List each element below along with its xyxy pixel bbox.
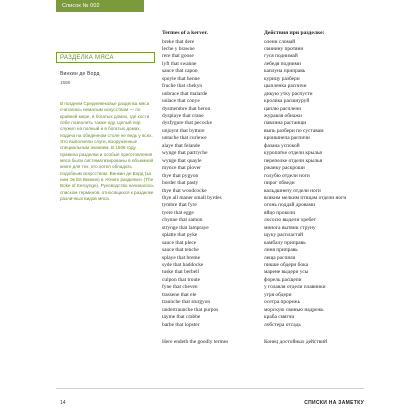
- table-row: [162, 292, 362, 299]
- table-row: [162, 277, 362, 284]
- term-russian: камбалу приправь: [264, 239, 306, 246]
- term-russian: марене выдери усы: [264, 269, 309, 276]
- term-russian: угря обдери: [264, 291, 292, 298]
- term-english: barbe that lopster: [162, 321, 200, 328]
- table-row: [162, 106, 362, 113]
- term-english: wynge that quayle: [162, 157, 202, 164]
- term-english: fyne that cheven: [162, 284, 198, 291]
- term-english: strynge that lampraye: [162, 224, 209, 231]
- term-english: sauce that capon: [162, 68, 198, 75]
- term-russian: вальдшнепу отдели ноги: [264, 187, 321, 194]
- closing-english: Here endeth the goodly termes: [162, 339, 229, 345]
- term-english: rere that goose: [162, 53, 194, 60]
- intro-text: В позднем Средневековье разделка мяса считалась немалым искусством — по крайней мере, в богатых домах, где кости себе позволить также еду. Целый пир служил на полный и в богатых домах, подача на обеденном столе не ведь у всех. Это выполняли слуги, вооруженные специальным знанием. В 1508 году правила разделки и особые приготовления мяса были систематизированы в объемной книге для тех, кто хотел обладать подобным искусством. Винкин де Ворд (за ним Эк Ев Винкин) в «Книге разделки» (The Boke of Keruynge). Руководство начиналось списком терминов, относящихся к разделке различных видов мяса.: [60, 101, 154, 202]
- term-english: sauce that plece: [162, 239, 197, 246]
- table-row: [162, 307, 362, 314]
- term-english: breke that dere: [162, 38, 195, 45]
- page-number: 14: [60, 400, 66, 406]
- term-russian: лососю выдели хребет: [264, 217, 316, 224]
- table-row: [162, 165, 362, 172]
- table-row: [162, 173, 362, 180]
- term-english: trassene that ele: [162, 291, 197, 298]
- table-row: [162, 247, 362, 254]
- term-russian: павлина растаищи: [264, 120, 307, 127]
- term-english: mynce that plover: [162, 165, 201, 172]
- running-footer-title: СПИСКИ НА ЗАМЕТКУ: [304, 400, 364, 406]
- column-header-english: Termes of a kerver.: [162, 30, 208, 36]
- term-english: unlace that conye: [162, 98, 200, 105]
- term-russian: олени сломай: [264, 38, 296, 45]
- term-english: sauce that tenche: [162, 247, 199, 254]
- term-russian: всяким мелким птицам отдели ноги: [264, 194, 347, 201]
- term-russian: лебедя подними: [264, 60, 301, 67]
- table-row: [162, 143, 362, 150]
- term-english: dysmembre that heron: [162, 105, 211, 112]
- term-russian: фазана успокой: [264, 142, 300, 149]
- table-row: [162, 128, 362, 135]
- column-header-russian: Действия при разделке:: [264, 30, 325, 36]
- term-russian: каплуна приправь: [264, 68, 306, 75]
- term-english: thye all maner small byrdes: [162, 194, 222, 201]
- term-english: syde that haddocke: [162, 262, 204, 268]
- table-row: [162, 255, 362, 262]
- table-row: [162, 61, 362, 68]
- footer-divider: [56, 388, 364, 389]
- table-row: [162, 202, 362, 209]
- table-row: [162, 232, 362, 239]
- table-row: [162, 113, 362, 120]
- table-row: [162, 195, 362, 202]
- table-row: [162, 76, 362, 83]
- article-year: 1508: [60, 80, 71, 85]
- term-russian: осетра прорежь: [264, 299, 301, 306]
- term-english: traunche that sturgyon: [162, 299, 211, 306]
- table-row: [162, 299, 362, 306]
- term-russian: яйцо проколи: [264, 209, 296, 216]
- term-russian: куропатке отдели крылья: [264, 150, 322, 157]
- table-row: [162, 53, 362, 60]
- term-english: leche y brawne: [162, 45, 195, 52]
- intro-paragraph: [60, 101, 154, 203]
- term-english: spoyle that henne: [162, 75, 200, 82]
- term-russian: голубю отдели ноги: [264, 172, 310, 179]
- term-russian: перепелке отдели крылья: [264, 157, 323, 164]
- term-russian: журавля обнажи: [264, 113, 302, 119]
- table-row: [162, 217, 362, 224]
- table-row: [162, 314, 362, 321]
- term-english: alaye that felande: [162, 142, 201, 149]
- term-english: fruche that chekyn: [162, 83, 203, 90]
- term-english: dysfygure that pecocke: [162, 120, 212, 127]
- term-russian: пирог обведи: [264, 180, 295, 187]
- term-english: untache that curlewe: [162, 135, 207, 142]
- table-row: [162, 46, 362, 53]
- term-english: lyft that swanne: [162, 60, 197, 67]
- term-russian: минога вытяни струну: [264, 224, 316, 231]
- term-russian: лобстера отсадь: [264, 321, 301, 328]
- table-row: [162, 98, 362, 105]
- term-russian: кролика расшнуруй: [264, 98, 310, 105]
- term-russian: кроншнепа распичи: [264, 135, 310, 142]
- table-row: [162, 269, 362, 276]
- term-english: wynge that partryche: [162, 150, 208, 157]
- table-row: [162, 180, 362, 187]
- term-russian: у голавля отдели плавники: [264, 284, 326, 291]
- term-russian: цаплю расчлени: [264, 105, 302, 112]
- closing-russian: Конец достойных действий: [264, 339, 327, 345]
- term-russian: выпь разбери по суставам: [264, 127, 324, 134]
- term-english: undertraunche that purpos: [162, 306, 219, 313]
- term-english: splaye that breme: [162, 254, 201, 261]
- table-row: [162, 150, 362, 157]
- term-english: tuske that berbell: [162, 269, 200, 276]
- table-row: [162, 83, 362, 90]
- term-russian: форель расщепи: [264, 276, 302, 283]
- table-row: [162, 225, 362, 232]
- table-row: [162, 120, 362, 127]
- table-row: [162, 158, 362, 165]
- term-russian: курицу разбери: [264, 75, 300, 82]
- table-row: [162, 135, 362, 142]
- term-english: dysplaye that crane: [162, 113, 204, 119]
- term-russian: линя приправь: [264, 247, 298, 254]
- term-russian: гуся поднимай: [264, 53, 298, 60]
- term-russian: ржанку раскроши: [264, 165, 305, 172]
- term-english: thye that pygyon: [162, 172, 199, 179]
- term-english: unbrace that malarde: [162, 90, 208, 97]
- term-russian: морскую свинью надрежь: [264, 306, 324, 313]
- term-russian: свинину протяни: [264, 45, 304, 52]
- table-row: [162, 284, 362, 291]
- term-english: unjoynt that bytture: [162, 127, 205, 134]
- term-english: splatte that pyke: [162, 232, 198, 239]
- term-russian: леща распяли: [264, 254, 296, 261]
- table-row: [162, 91, 362, 98]
- article-author: Винкин де Ворд: [60, 71, 100, 77]
- term-russian: огонь поддай дровами: [264, 202, 315, 209]
- term-english: border that pasty: [162, 180, 199, 187]
- list-number-tab: Список № 002: [56, 0, 144, 12]
- table-row: [162, 210, 362, 217]
- table-row: [162, 322, 362, 329]
- term-english: thye that woodcocke: [162, 187, 207, 194]
- term-english: tymbre that fyre: [162, 202, 197, 209]
- term-russian: дикую утку распусти: [264, 90, 313, 97]
- term-russian: пикше обдери бока: [264, 262, 309, 268]
- table-row: [162, 240, 362, 247]
- term-english: tayme that crabbe: [162, 314, 201, 321]
- table-row: [162, 68, 362, 75]
- term-russian: краба смягчи: [264, 314, 295, 321]
- table-row: [162, 188, 362, 195]
- term-russian: щуку распластай: [264, 232, 303, 239]
- term-english: chynne that samon: [162, 217, 203, 224]
- article-title: РАЗДЕЛКА МЯСА: [56, 52, 155, 63]
- table-row: [162, 39, 362, 46]
- table-row: [162, 262, 362, 269]
- term-english: tyere that egge: [162, 209, 194, 216]
- term-russian: цыпленка распичи: [264, 83, 307, 90]
- term-english: culpon that troute: [162, 276, 201, 283]
